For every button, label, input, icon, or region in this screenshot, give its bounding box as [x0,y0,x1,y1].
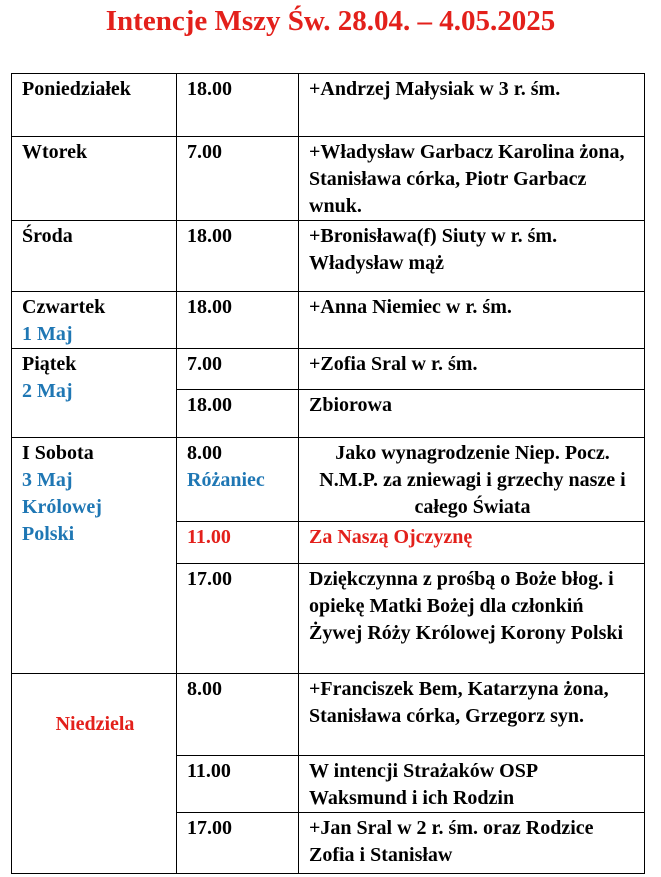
intention-cell [299,756,645,813]
time-cell [177,813,299,874]
day-cell [12,292,177,349]
intention-cell [299,390,645,438]
holiday-note: Polski [22,523,75,545]
day-name: I Sobota [22,442,94,464]
time-cell [177,438,299,522]
time-cell [177,221,299,292]
mass-time: 11.00 [187,526,231,548]
holiday-note: 3 Maj [22,469,73,491]
day-cell [12,349,177,438]
time-cell [177,564,299,674]
intention-text: +Bronisława(f) Siuty w r. śm. Władysław mąż [309,225,558,274]
time-cell [177,349,299,390]
mass-time: 18.00 [187,225,232,247]
intention-text: +Zofia Sral w r. śm. [309,353,478,375]
intention-text: Zbiorowa [309,394,392,416]
intention-cell [299,674,645,756]
day-name: Poniedziałek [22,78,131,100]
intention-text: +Anna Niemiec w r. śm. [309,296,512,318]
day-name: Niedziela [55,713,135,735]
intention-text: +Jan Sral w 2 r. śm. oraz Rodzice Zofia i Stanisław [309,817,594,866]
mass-time: 18.00 [187,78,232,100]
time-cell [177,756,299,813]
day-cell [12,74,177,137]
time-cell [177,74,299,137]
intention-cell [299,564,645,674]
day-cell [12,674,177,874]
intention-cell [299,522,645,564]
table-row [12,674,645,756]
table-row [12,292,645,349]
mass-time: 17.00 [187,568,232,590]
mass-intentions-table [11,73,645,874]
table-row [12,221,645,292]
time-cell [177,674,299,756]
day-name: Piątek [22,353,77,375]
table-row [12,349,645,390]
mass-time: 17.00 [187,817,232,839]
intention-cell [299,438,645,522]
page-title: Intencje Mszy Św. 28.04. – 4.05.2025 [105,5,556,37]
table-row [12,74,645,137]
holiday-note: 1 Maj [22,323,73,345]
rosary-note: Różaniec [187,469,265,491]
intention-text: Jako wynagrodzenie Niep. Pocz. N.M.P. za zniewagi i grzechy nasze i całego Świata [319,442,626,518]
time-cell [177,522,299,564]
intention-cell [299,813,645,874]
table-row [12,438,645,522]
mass-time: 7.00 [187,353,222,375]
day-cell [12,221,177,292]
intention-text: +Franciszek Bem, Katarzyna żona, Stanisława córka, Grzegorz syn. [309,678,609,727]
day-name: Czwartek [22,296,106,318]
time-cell [177,292,299,349]
holiday-note: Królowej [22,496,102,518]
table-row [12,137,645,221]
intention-text: Dziękczynna z prośbą o Boże błog. i opiekę Matki Bożej dla członkiń Żywej Róży Królowej Korony Polski [309,568,624,644]
mass-time: 18.00 [187,296,232,318]
intention-cell [299,74,645,137]
mass-time: 7.00 [187,141,222,163]
intention-cell [299,221,645,292]
intention-text: +Władysław Garbacz Karolina żona, Stanisława córka, Piotr Garbacz wnuk. [309,141,625,217]
mass-time: 8.00 [187,678,222,700]
mass-time: 8.00 [187,442,222,464]
day-cell [12,137,177,221]
intention-text: Za Naszą Ojczyznę [309,526,473,548]
time-cell [177,390,299,438]
day-name: Wtorek [22,141,88,163]
holiday-note: 2 Maj [22,380,73,402]
intention-cell [299,349,645,390]
mass-time: 11.00 [187,760,231,782]
time-cell [177,137,299,221]
mass-time: 18.00 [187,394,232,416]
intention-text: +Andrzej Małysiak w 3 r. śm. [309,78,561,100]
intention-text: W intencji Strażaków OSP Waksmund i ich Rodzin [309,760,537,809]
intention-cell [299,292,645,349]
day-cell [12,438,177,674]
intention-cell [299,137,645,221]
day-name: Środa [22,225,73,247]
